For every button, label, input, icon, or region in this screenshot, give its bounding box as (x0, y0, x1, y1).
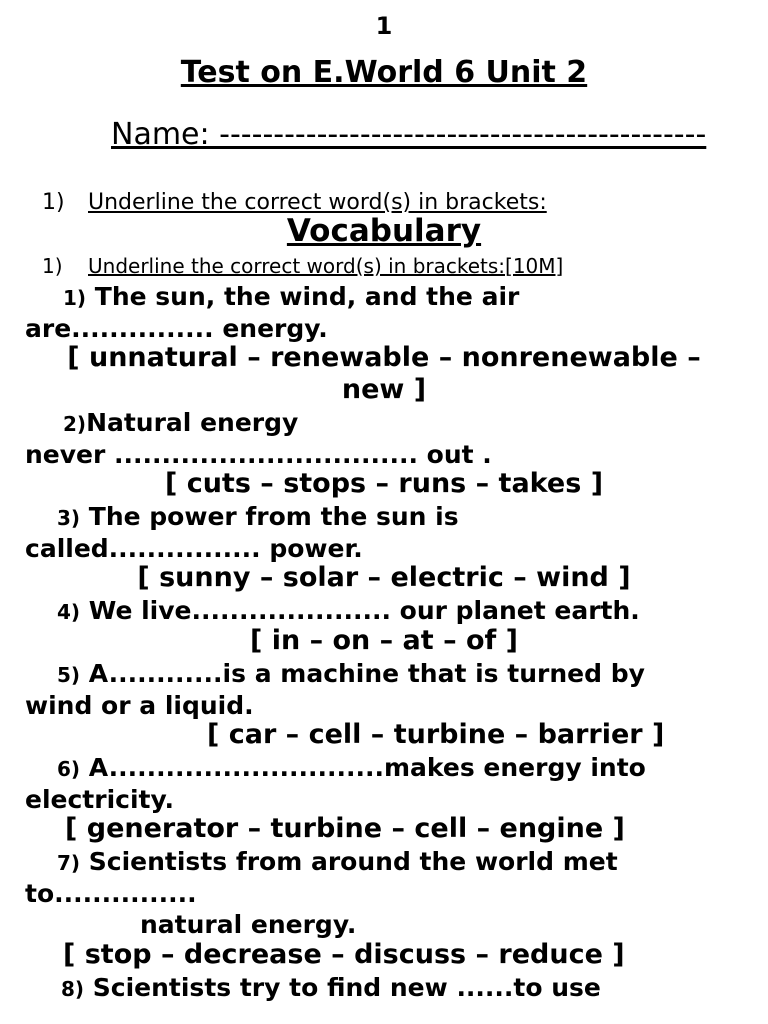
question-5 (57, 659, 645, 688)
question-2-continuation: never ................................ out . (25, 440, 492, 469)
instruction-1 (42, 190, 547, 215)
question-text: The sun, the wind, and the air (86, 282, 520, 311)
instruction-text: Underline the correct word(s) in brackets:[10M] (88, 254, 564, 278)
question-number: 7) (57, 851, 81, 875)
question-text: We live..................... our planet earth. (80, 596, 640, 625)
question-2-options: [ cuts – stops – runs – takes ] (164, 468, 604, 499)
question-6-continuation: electricity. (25, 785, 174, 814)
question-text: A.............................makes energy into (80, 753, 646, 782)
page-number: 1 (375, 12, 393, 40)
question-4 (57, 596, 640, 625)
question-number: 3) (57, 506, 81, 530)
question-1-options: [ unnatural – renewable – nonrenewable – (67, 342, 701, 373)
question-number: 6) (57, 757, 81, 781)
question-7-options: [ stop – decrease – discuss – reduce ] (63, 939, 625, 970)
instruction-2 (42, 254, 563, 278)
question-3-continuation: called................ power. (25, 534, 363, 563)
question-number: 5) (57, 663, 81, 687)
question-1-continuation: are............... energy. (25, 314, 328, 343)
question-2 (63, 408, 298, 437)
question-7-continuation: to............... (25, 879, 197, 908)
question-3-options: [ sunny – solar – electric – wind ] (137, 562, 631, 593)
question-1 (63, 282, 519, 311)
question-text: The power from the sun is (80, 502, 459, 531)
question-8 (61, 973, 601, 1002)
question-1-options-continued: new ] (341, 374, 427, 405)
question-number: 2) (63, 412, 87, 436)
question-7-continuation-2: natural energy. (140, 910, 357, 939)
section-title: Vocabulary (286, 213, 482, 249)
name-field-line: Name: --------------------------------------------- (111, 117, 707, 152)
instruction-number: 1) (42, 190, 65, 215)
question-5-options: [ car – cell – turbine – barrier ] (207, 719, 665, 750)
test-title: Test on E.World 6 Unit 2 (180, 55, 588, 90)
question-text: Natural energy (86, 408, 299, 437)
question-text: Scientists try to find new ......to use (84, 973, 601, 1002)
question-number: 1) (63, 286, 87, 310)
question-3 (57, 502, 459, 531)
question-number: 4) (57, 600, 81, 624)
question-6 (57, 753, 646, 782)
question-4-options: [ in – on – at – of ] (249, 625, 519, 656)
question-5-continuation: wind or a liquid. (25, 691, 254, 720)
question-7 (57, 847, 618, 876)
instruction-text: Underline the correct word(s) in brackets: (88, 190, 547, 215)
question-text: Scientists from around the world met (80, 847, 618, 876)
instruction-number: 1) (42, 254, 63, 278)
question-6-options: [ generator – turbine – cell – engine ] (65, 813, 625, 844)
question-number: 8) (61, 977, 85, 1001)
question-text: A............is a machine that is turned by (80, 659, 645, 688)
